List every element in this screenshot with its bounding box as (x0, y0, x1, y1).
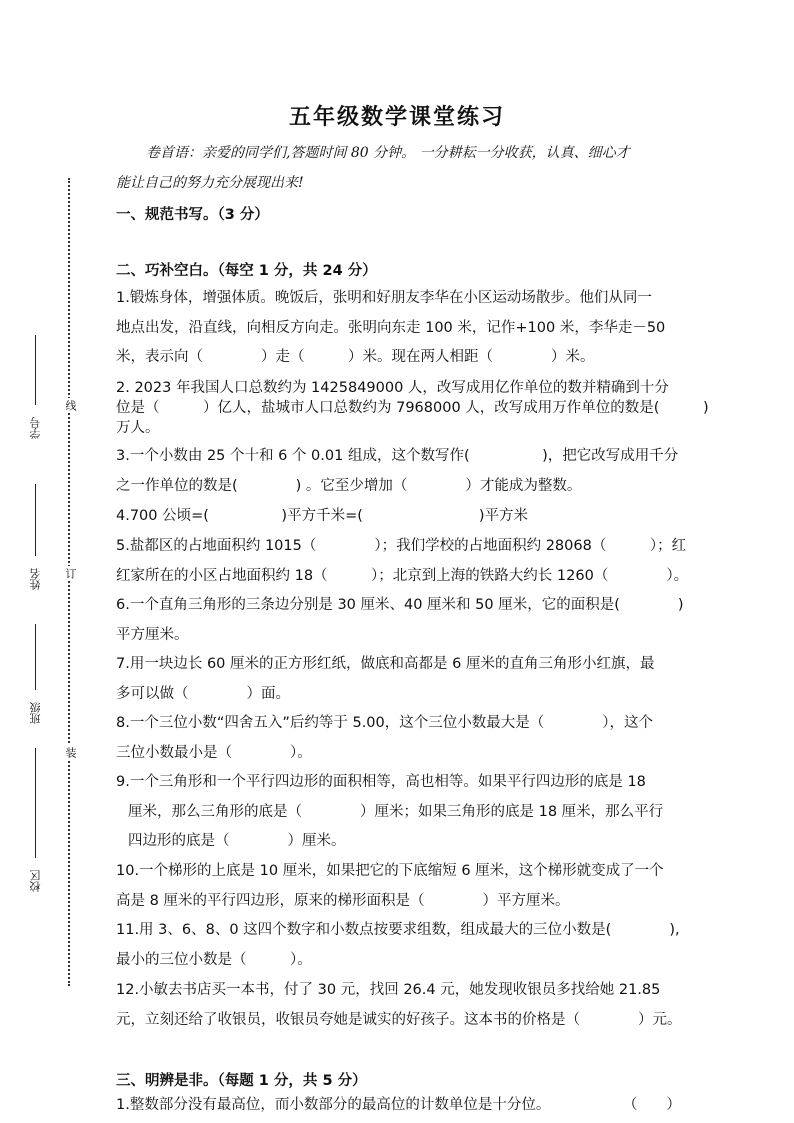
class-line (35, 624, 36, 690)
question-line: 最小的三位小数是（ ）。 (116, 951, 312, 968)
question-line: 7.用一块边长 60 厘米的正方形红纸，做底和高都是 6 厘米的直角三角形小红旗，最 (116, 656, 655, 672)
question-line: 米，表示向（ ）走（ ）米。现在两人相距（ ）米。 (116, 349, 595, 365)
question-line: 元，立刻还给了收银员，收银员夸她是诚实的好孩子。这本书的价格是（ ）元。 (116, 1011, 682, 1028)
question-line: 红家所在的小区占地面积约 18（ ）；北京到上海的铁路大约长 1260（ ）。 (116, 567, 689, 584)
name-line (35, 484, 36, 556)
student-id-line (35, 335, 36, 405)
question-2-10 (116, 857, 701, 916)
question-line: 3.一个小数由 25 个十和 6 个 0.01 组成，这个数写作( )，把它改写成用千分 (116, 448, 679, 464)
binding-dotted-line (68, 178, 70, 986)
question-2-12 (116, 976, 701, 1035)
question-line: 5.盐都区的占地面积约 1015（ ）；我们学校的占地面积约 28068（ ）；红 (116, 538, 687, 554)
question-line: 6.一个直角三角形的三条边分别是 30 厘米、40 厘米和 50 厘米，它的面积是( ) (116, 597, 684, 613)
question-line: 4.700 公顷=( )平方千米=( )平方米 (116, 508, 529, 524)
binding-char-zhuang: 装 (64, 747, 77, 758)
question-line: 厘米，那么三角形的底是（ ）厘米；如果三角形的底是 18 厘米，那么平行 (128, 803, 664, 820)
section-heading-3: 三、明辨是非。（每题 1 分，共 5 分） (116, 1073, 367, 1089)
name-field (28, 484, 42, 590)
question-line: 万人。 (116, 420, 160, 436)
question-2-1 (116, 284, 701, 373)
binding-char-xian: 线 (64, 400, 77, 411)
question-line: 位是（ ）亿人，盐城市人口总数约为 7968000 人，改写成用万作单位的数是( ) (116, 400, 709, 416)
question-line: 9.一个三角形和一个平行四边形的面积相等，高也相等。如果平行四边形的底是 18 (116, 774, 646, 790)
question-3-1 (116, 1091, 701, 1121)
question-2-11 (116, 916, 701, 975)
question-line: 地点出发，沿直线，向相反方向走。张明向东走 100 米，记作+100 米，李华走－50 (116, 319, 666, 336)
question-2-9 (116, 768, 701, 857)
student-id-field (28, 335, 42, 439)
name-label: 姓名 (29, 568, 42, 590)
question-line: 10.一个梯形的上底是 10 厘米，如果把它的下底缩短 6 厘米，这个梯形就变成了一个 (116, 863, 664, 879)
question-2-5 (116, 532, 701, 591)
intro-text (116, 138, 716, 198)
question-line: 三位小数最小是（ ）。 (116, 744, 312, 761)
class-label: 班级 (29, 702, 42, 724)
question-2-7 (116, 650, 701, 709)
intro-line-1: 卷首语：亲爱的同学们,答题时间 80 分钟。 一分耕耘一分收获，认真、细心才 (146, 145, 630, 161)
student-id-label: 学号 (29, 417, 42, 439)
question-2-6 (116, 591, 701, 650)
class-field (28, 624, 42, 724)
section-heading-1: 一、规范书写。（3 分） (116, 207, 269, 223)
question-2-4 (116, 502, 701, 532)
question-2-3 (116, 442, 701, 501)
question-2-8 (116, 709, 701, 768)
question-line: 1.锻炼身体，增强体质。晚饭后，张明和好朋友李华在小区运动场散步。他们从同一 (116, 290, 652, 306)
question-line: 12.小敏去书店买一本书，付了 30 元，找回 26.4 元，她发现收银员多找给她 21.85 (116, 982, 661, 998)
campus-label: 校区 (29, 870, 42, 892)
binding-char-ding: 订 (64, 568, 77, 579)
question-line: 高是 8 厘米的平行四边形，原来的梯形面积是（ ）平方厘米。 (116, 892, 570, 909)
section-heading-2: 二、巧补空白。（每空 1 分，共 24 分） (116, 263, 377, 279)
question-line: 之一作单位的数是( ) 。它至少增加（ ）才能成为整数。 (116, 477, 582, 494)
question-line: 11.用 3、6、8、0 这四个数字和小数点按要求组数，组成最大的三位小数是( ), (116, 922, 680, 938)
campus-line (35, 748, 36, 858)
question-line: 四边形的底是（ ）厘米。 (128, 833, 346, 849)
question-line: 8.一个三位小数“四舍五入”后约等于 5.00，这个三位小数最大是（ ），这个 (116, 715, 653, 731)
question-line: 平方厘米。 (116, 626, 189, 643)
question-line: 1.整数部分没有最高位，而小数部分的最高位的计数单位是十分位。 （ ） (116, 1097, 681, 1113)
page-title: 五年级数学课堂练习 (288, 104, 505, 130)
question-line: 2. 2023 年我国人口总数约为 1425849000 人，改写成用亿作单位的数并精确到十分 (116, 380, 669, 396)
question-line: 多可以做（ ）面。 (116, 685, 290, 702)
question-2-2 (116, 378, 709, 438)
intro-line-2: 能让自己的努力充分展现出来! (116, 175, 304, 191)
campus-field (28, 748, 42, 892)
